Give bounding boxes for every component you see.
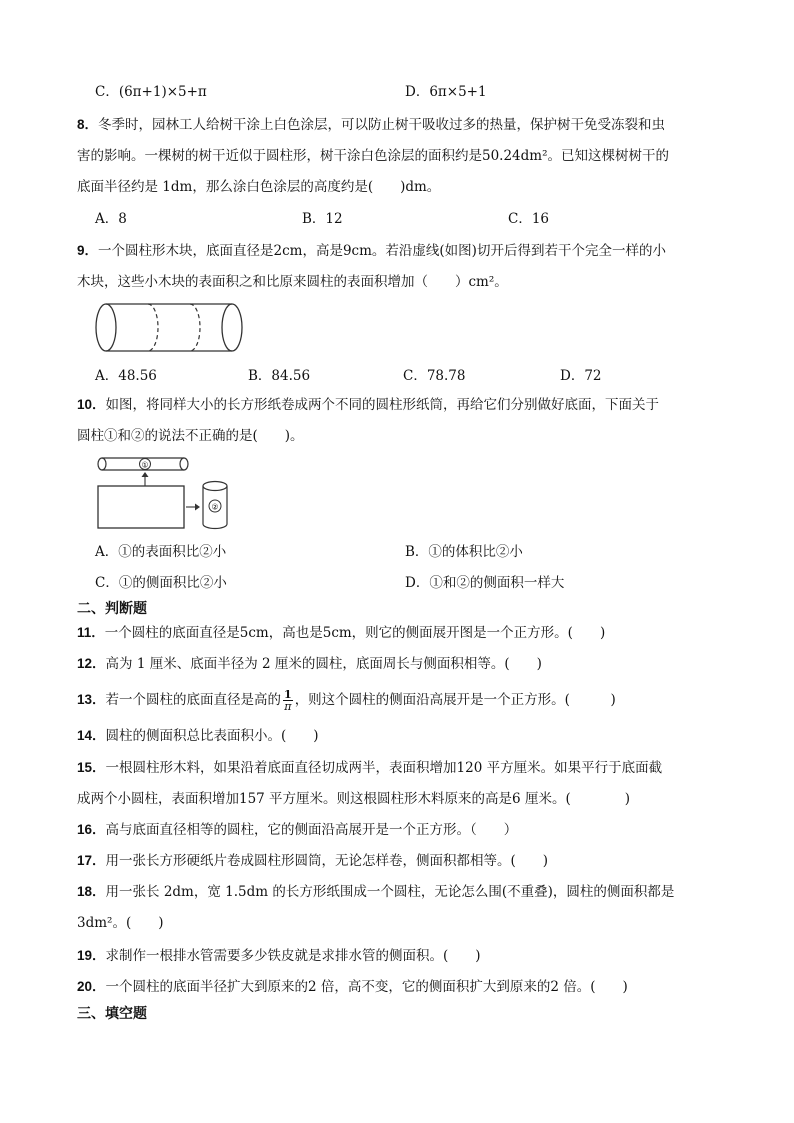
question-16 [77,814,717,846]
question-number: 8． [77,117,99,132]
question-17 [77,845,717,877]
question-text: 若一个圆柱的底面直径是高的 [105,692,282,708]
question-text: 高为 1 厘米、底面半径为 2 厘米的圆柱，底面周长与侧面积相等。( ) [105,656,542,672]
question-11 [77,617,717,649]
fraction-numerator: 1 [284,688,292,701]
question-18 [77,876,717,939]
q9-option-a[interactable]: A．48.56 [95,368,157,384]
figure-label-1: ① [141,460,149,470]
q7-option-c[interactable]: C．(6π+1)×5+π [95,84,207,100]
question-text: 害的影响。一棵树的树干近似于圆柱形，树干涂白色涂层的面积约是50.24dm²。已知这棵树树干的 [77,148,670,164]
question-number: 13． [77,692,106,707]
fraction [283,689,293,712]
question-text: 圆柱的侧面积总比表面积小。( ) [105,728,319,744]
question-text: 用一张长 2dm，宽 1.5dm 的长方形纸围成一个圆柱，无论怎么围(不重叠)，圆柱的侧面积都是 [105,884,675,900]
question-number: 20． [77,979,106,994]
question-12 [77,648,717,680]
question-19 [77,940,717,972]
question-text: 高与底面直径相等的圆柱，它的侧面沿高展开是一个正方形。（ ） [105,822,518,838]
question-number: 12． [77,656,106,671]
question-text: 底面半径约是 1dm，那么涂白色涂层的高度约是( )dm。 [77,179,441,195]
q10-option-d[interactable]: D．①和②的侧面积一样大 [405,575,565,591]
question-text: 成两个小圆柱，表面积增加157 平方厘米。则这根圆柱形木料原来的高是6 厘米。( ) [77,791,630,807]
question-text: 求制作一根排水管需要多少铁皮就是求排水管的侧面积。( ) [105,948,481,964]
section-heading-judgment: 二、判断题 [77,601,147,617]
question-number: 16． [77,822,106,837]
question-text: ，则这个圆柱的侧面沿高展开是一个正方形。( ) [294,692,616,708]
question-number: 15． [77,760,106,775]
section-heading-fill-blank: 三、填空题 [77,1006,147,1022]
question-number: 9． [77,243,99,258]
question-text: 用一张长方形硬纸片卷成圆柱形圆筒，无论怎样卷，侧面积都相等。( ) [105,853,549,869]
question-text: 圆柱①和②的说法不正确的是( )。 [77,428,304,444]
question-text: 冬季时，园林工人给树干涂上白色涂层，可以防止树干吸收过多的热量，保护树干免受冻裂和虫 [98,117,666,133]
q8-option-a[interactable]: A．8 [95,211,127,227]
question-text: 如图，将同样大小的长方形纸卷成两个不同的圆柱形纸筒，再给它们分别做好底面，下面关于 [105,397,660,413]
q9-option-d[interactable]: D．72 [560,368,602,384]
fraction-denominator: π [284,700,292,713]
question-9 [77,235,717,298]
question-number: 10． [77,397,106,412]
question-14 [77,720,717,752]
question-15 [77,752,717,815]
q7-option-d[interactable]: D．6π×5+1 [405,84,487,100]
figure-label-2: ② [211,502,219,512]
question-13 [77,684,717,716]
question-20 [77,971,717,1003]
question-number: 19． [77,948,106,963]
question-text: 一个圆柱的底面直径是5cm，高也是5cm，则它的侧面展开图是一个正方形。( ) [104,625,606,641]
question-number: 14． [77,728,106,743]
q8-option-b[interactable]: B．12 [302,211,343,227]
question-number: 11． [77,625,105,640]
question-text: 3dm²。( ) [77,915,164,931]
q8-option-c[interactable]: C．16 [508,211,550,227]
question-number: 17． [77,853,106,868]
question-text: 一个圆柱形木块，底面直径是2cm，高是9cm。若沿虚线(如图)切开后得到若干个完全一样的小 [98,243,666,259]
question-text: 一根圆柱形木料，如果沿着底面直径切成两半，表面积增加120 平方厘米。如果平行于底面截 [105,760,663,776]
question-10 [77,389,717,452]
cylinder-figure [92,300,252,356]
q9-option-b[interactable]: B．84.56 [248,368,311,384]
q10-option-b[interactable]: B．①的体积比②小 [405,544,523,560]
question-text: 木块，这些小木块的表面积之和比原来圆柱的表面积增加（ ）cm²。 [77,274,508,290]
paper-roll-figure [94,452,244,534]
q10-option-c[interactable]: C．①的侧面积比②小 [95,575,227,591]
q9-option-c[interactable]: C．78.78 [403,368,466,384]
q10-option-a[interactable]: A．①的表面积比②小 [95,544,227,560]
question-text: 一个圆柱的底面半径扩大到原来的2 倍，高不变，它的侧面积扩大到原来的2 倍。( ) [105,979,628,995]
question-number: 18． [77,884,106,899]
question-8 [77,109,717,203]
